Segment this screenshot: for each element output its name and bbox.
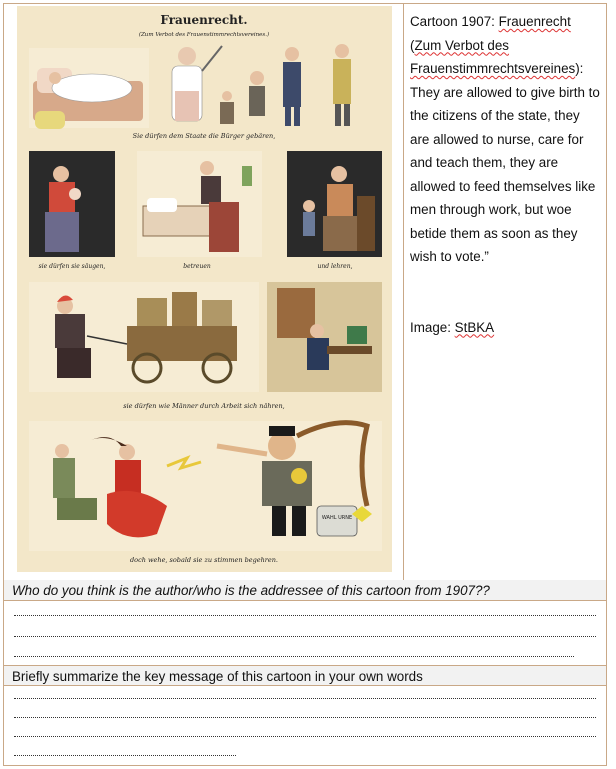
credit-source: StBKA (454, 319, 495, 335)
panel-care (137, 151, 262, 257)
answer-line[interactable] (14, 697, 596, 699)
cartoon-row (4, 4, 606, 581)
image-credit: Image: StBKA (410, 319, 495, 335)
answer-line[interactable] (14, 754, 236, 756)
description-heading (410, 10, 602, 34)
cartoon-illustration (17, 6, 392, 572)
cartoon-subheading: (Zum Verbot des Frauenstimmrechtsvereines.) (138, 32, 270, 38)
urn-label: WAHL URNE (321, 515, 353, 521)
caption-vote: doch wehe, sobald sie zu stimmen begehren. (130, 556, 278, 564)
answer-line[interactable] (14, 635, 596, 637)
panel-vote (29, 421, 382, 551)
cartoon-title: Frauenrecht (498, 14, 571, 29)
description-cell: Cartoon 1907: Frauenrecht (Zum Verbot des Frauenstimmrechtsvereines): They are allowed to give birth to the citizens of the state, they are allowed to nurse, care for and teach them, they are allowed to feed themselves like men through work, but woe betide them as soon as they wish to vote.” Image: StBKA (410, 10, 602, 339)
answer-line[interactable] (14, 735, 596, 737)
subtitle-part-a: Zum Verbot des (414, 37, 509, 53)
answer-line[interactable] (14, 655, 574, 657)
answer-area-summary[interactable] (4, 687, 606, 765)
cartoon-heading: Frauenrecht. (160, 13, 248, 27)
description-quote: They are allowed to give birth to the citizens of the state, they are allowed to nurse, care for and teach them, they are allowed to feed themselves like men through work, but woe betide them as soon as they wish to vote.” (410, 84, 600, 264)
caption-work: sie dürfen wie Männer durch Arbeit sich nähren, (123, 402, 285, 410)
caption-teach: und lehren, (317, 263, 353, 270)
question-summary: Briefly summarize the key message of this cartoon in your own words (4, 665, 606, 686)
answer-line[interactable] (14, 614, 596, 616)
description-subtitle: (Zum Verbot des (410, 37, 509, 53)
image-cell (4, 4, 404, 580)
caption-care: betreuen (183, 263, 211, 270)
question-author: Who do you think is the author/who is the addressee of this cartoon from 1907?? (4, 580, 606, 601)
panel-teach (287, 151, 382, 257)
subtitle-part-b: Frauenstimmrechtsvereines (410, 61, 576, 76)
description-intro: Cartoon 1907: (410, 14, 499, 29)
caption-birth: Sie dürfen dem Staate die Bürger gebären, (132, 132, 276, 140)
answer-line[interactable] (14, 716, 596, 718)
caption-nurse: sie dürfen sie säugen, (38, 263, 106, 270)
panel-nurse (29, 151, 115, 257)
worksheet-table (3, 3, 607, 766)
panel-work (29, 282, 382, 392)
answer-area-author[interactable] (4, 602, 606, 664)
